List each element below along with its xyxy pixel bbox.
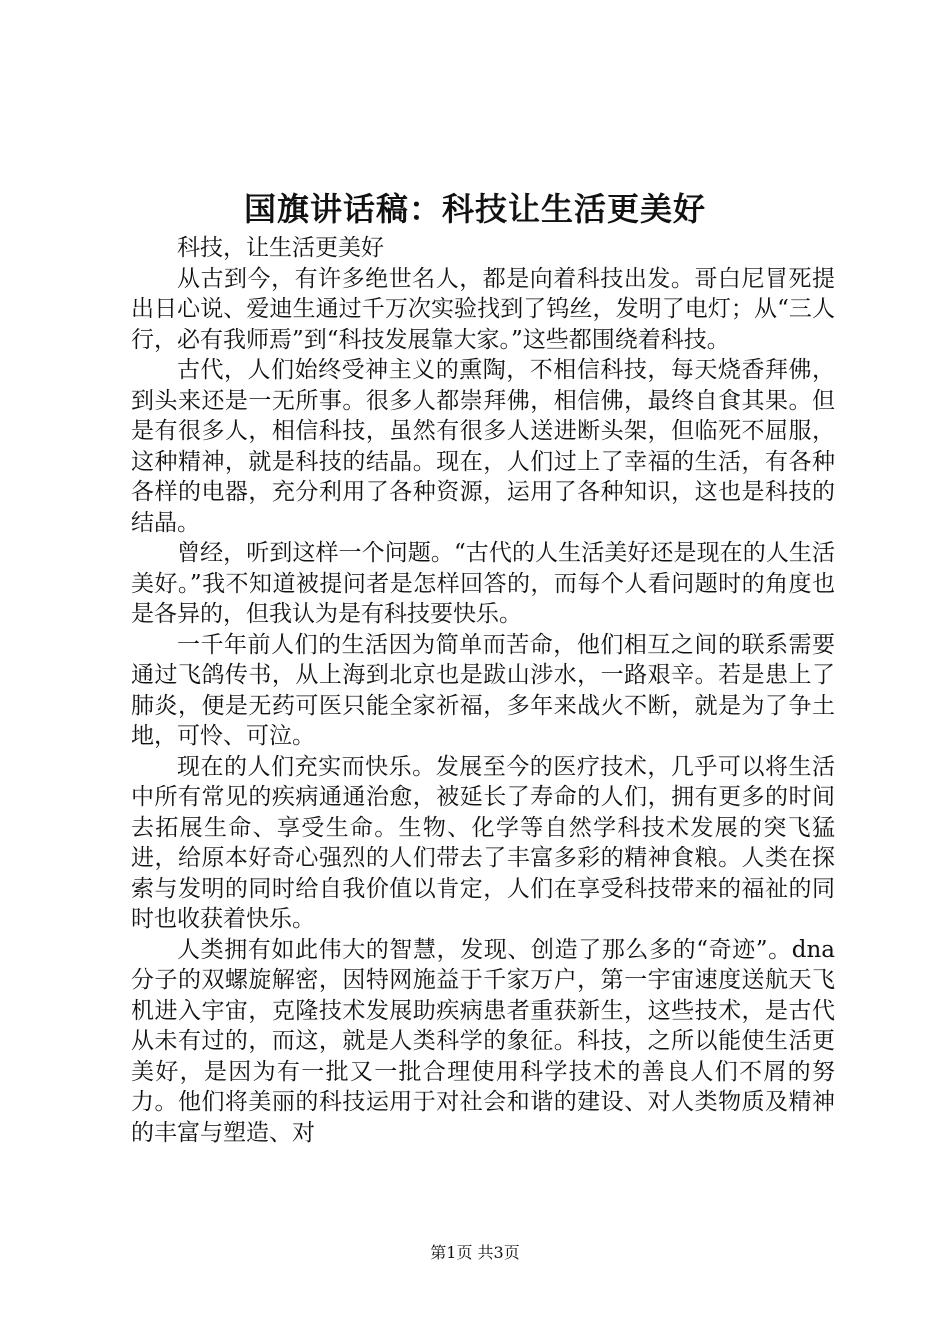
document-title: 国旗讲话稿：科技让生活更美好 <box>243 190 706 228</box>
paragraph-subtitle: 科技，让生活更美好 <box>177 235 384 261</box>
document-body <box>131 233 835 1148</box>
page-footer: 第1页 共3页 <box>430 1243 520 1262</box>
paragraph: 现在的人们充实而快乐。发展至今的医疗技术，几乎可以将生活中所有常见的疾病通通治愈，被延长了寿命的人们，拥有更多的时间去拓展生命、享受生命。生物、化学等自然学科技术发展的突飞猛进，给原本好奇心强烈的人们带去了丰富多彩的精神食粮。人类在探索与发明的同时给自我价值以肯定，人们在享受科技带来的福祉的同时也收获着快乐。 <box>131 753 835 932</box>
paragraph: 古代，人们始终受神主义的熏陶，不相信科技，每天烧香拜佛，到头来还是一无所事。很多人都崇拜佛，相信佛，最终自食其果。但是有很多人，相信科技，虽然有很多人送进断头架，但临死不屈服，这种精神，就是科技的结晶。现在，人们过上了幸福的生活，有各种各样的电器，充分利用了各种资源，运用了各种知识，这也是科技的结晶。 <box>131 357 835 536</box>
paragraph: 曾经，听到这样一个问题。“古代的人生活美好还是现在的人生活美好。”我不知道被提问者是怎样回答的，而每个人看问题时的角度也是各异的，但我认为是有科技要快乐。 <box>131 540 835 627</box>
paragraph: 一千年前人们的生活因为简单而苦命，他们相互之间的联系需要通过飞鸽传书，从上海到北京也是跋山涉水，一路艰辛。若是患上了肺炎，便是无药可医只能全家祈福，多年来战火不断，就是为了争土地，可怜、可泣。 <box>131 631 835 749</box>
paragraph: 人类拥有如此伟大的智慧，发现、创造了那么多的“奇迹”。dna分子的双螺旋解密，因特网施益于千家万户，第一宇宙速度送航天飞机进入宇宙，克隆技术发展助疾病患者重获新生，这些技术，是古代从未有过的，而这，就是人类科学的象征。科技，之所以能使生活更美好，是因为有一批又一批合理使用科学技术的善良人们不屑的努力。他们将美丽的科技运用于对社会和谐的建设、对人类物质及精神的丰富与塑造、对 <box>131 936 835 1146</box>
paragraph: 从古到今，有许多绝世名人，都是向着科技出发。哥白尼冒死提出日心说、爱迪生通过千万次实验找到了钨丝，发明了电灯；从“三人行，必有我师焉”到“科技发展靠大家。”这些都围绕着科技。 <box>131 265 835 353</box>
